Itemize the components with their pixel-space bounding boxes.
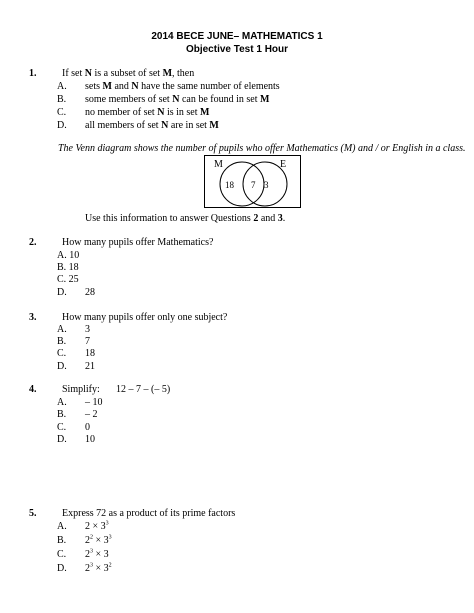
q4-option-d-value: 10 xyxy=(85,434,95,445)
q3-option-a-value: 3 xyxy=(85,324,90,335)
q3-option-a-letter: A. xyxy=(57,324,67,335)
q4-option-d-letter: D. xyxy=(57,434,67,445)
question-4-label: Simplify: xyxy=(62,384,100,395)
venn-intro-text: The Venn diagram shows the number of pupils who offer Mathematics (M) and / or English in a class. xyxy=(58,143,466,154)
question-2-number: 2. xyxy=(29,237,37,248)
page-title: 2014 BECE JUNE– MATHEMATICS 1 xyxy=(151,31,323,42)
question-1-text: If set N is a subset of set M, then xyxy=(62,68,195,79)
q5-option-a-value: $2 \times 3^3$ xyxy=(85,520,109,532)
q1-option-d-text: all members of set N are in set M xyxy=(85,120,219,131)
q5-option-d-value: $2^3 \times 3^2$ xyxy=(85,562,112,574)
q1-option-d-letter: D. xyxy=(57,120,67,131)
q2-option-d-letter: D. xyxy=(57,287,67,298)
q2-option-a: A. 10 xyxy=(57,250,80,261)
q3-option-c-letter: C. xyxy=(57,348,67,359)
q4-option-b-value: – 2 xyxy=(85,409,98,420)
question-4-number: 4. xyxy=(29,384,37,395)
q1-option-a-text: sets M and N have the same number of elements xyxy=(85,81,280,92)
q5-option-b-value: $2^2 \times 3^3$ xyxy=(85,534,112,546)
q4-option-a-letter: A. xyxy=(57,397,67,408)
q2-option-b: B. 18 xyxy=(57,262,79,273)
question-5-text: Express 72 as a product of its prime factors xyxy=(62,508,236,519)
q4-option-b-letter: B. xyxy=(57,409,67,420)
q3-option-d-value: 21 xyxy=(85,361,95,372)
question-5-number: 5. xyxy=(29,508,37,519)
question-4-expression: 12 – 7 – (– 5) xyxy=(116,384,171,395)
q5-option-c-value: $2^3 \times 3$ xyxy=(85,548,109,560)
q2-option-d-value: 28 xyxy=(85,287,95,298)
q5-option-a-letter: A. xyxy=(57,521,67,532)
venn-label-e: E xyxy=(280,159,287,170)
q1-option-c-text: no member of set N is in set M xyxy=(85,107,210,118)
q1-option-b-text: some members of set N can be found in set M xyxy=(85,94,270,105)
q1-option-a-letter: A. xyxy=(57,81,67,92)
q3-option-b-letter: B. xyxy=(57,336,67,347)
q5-option-d-letter: D. xyxy=(57,563,67,574)
page-subtitle: Objective Test 1 Hour xyxy=(185,44,289,55)
venn-diagram-svg xyxy=(204,155,301,208)
question-1-number: 1. xyxy=(29,68,37,79)
question-3-text: How many pupils offer only one subject? xyxy=(62,312,228,323)
venn-instruction: Use this information to answer Questions 2 and 3. xyxy=(85,213,286,224)
q3-option-b-value: 7 xyxy=(85,336,90,347)
q1-option-c-letter: C. xyxy=(57,107,67,118)
q4-option-c-letter: C. xyxy=(57,422,67,433)
q5-option-b-letter: B. xyxy=(57,535,67,546)
q4-option-a-value: – 10 xyxy=(85,397,103,408)
q5-option-c-letter: C. xyxy=(57,549,67,560)
q3-option-d-letter: D. xyxy=(57,361,67,372)
question-2-text: How many pupils offer Mathematics? xyxy=(62,237,214,248)
q1-option-b-letter: B. xyxy=(57,94,67,105)
q2-option-c: C. 25 xyxy=(57,274,79,285)
venn-value-only-m: 18 xyxy=(225,180,234,190)
venn-diagram xyxy=(204,155,301,208)
venn-label-m: M xyxy=(214,159,223,170)
q4-option-c-value: 0 xyxy=(85,422,90,433)
venn-value-both: 7 xyxy=(251,180,256,190)
venn-value-only-e: 3 xyxy=(264,180,269,190)
q3-option-c-value: 18 xyxy=(85,348,95,359)
question-3-number: 3. xyxy=(29,312,37,323)
